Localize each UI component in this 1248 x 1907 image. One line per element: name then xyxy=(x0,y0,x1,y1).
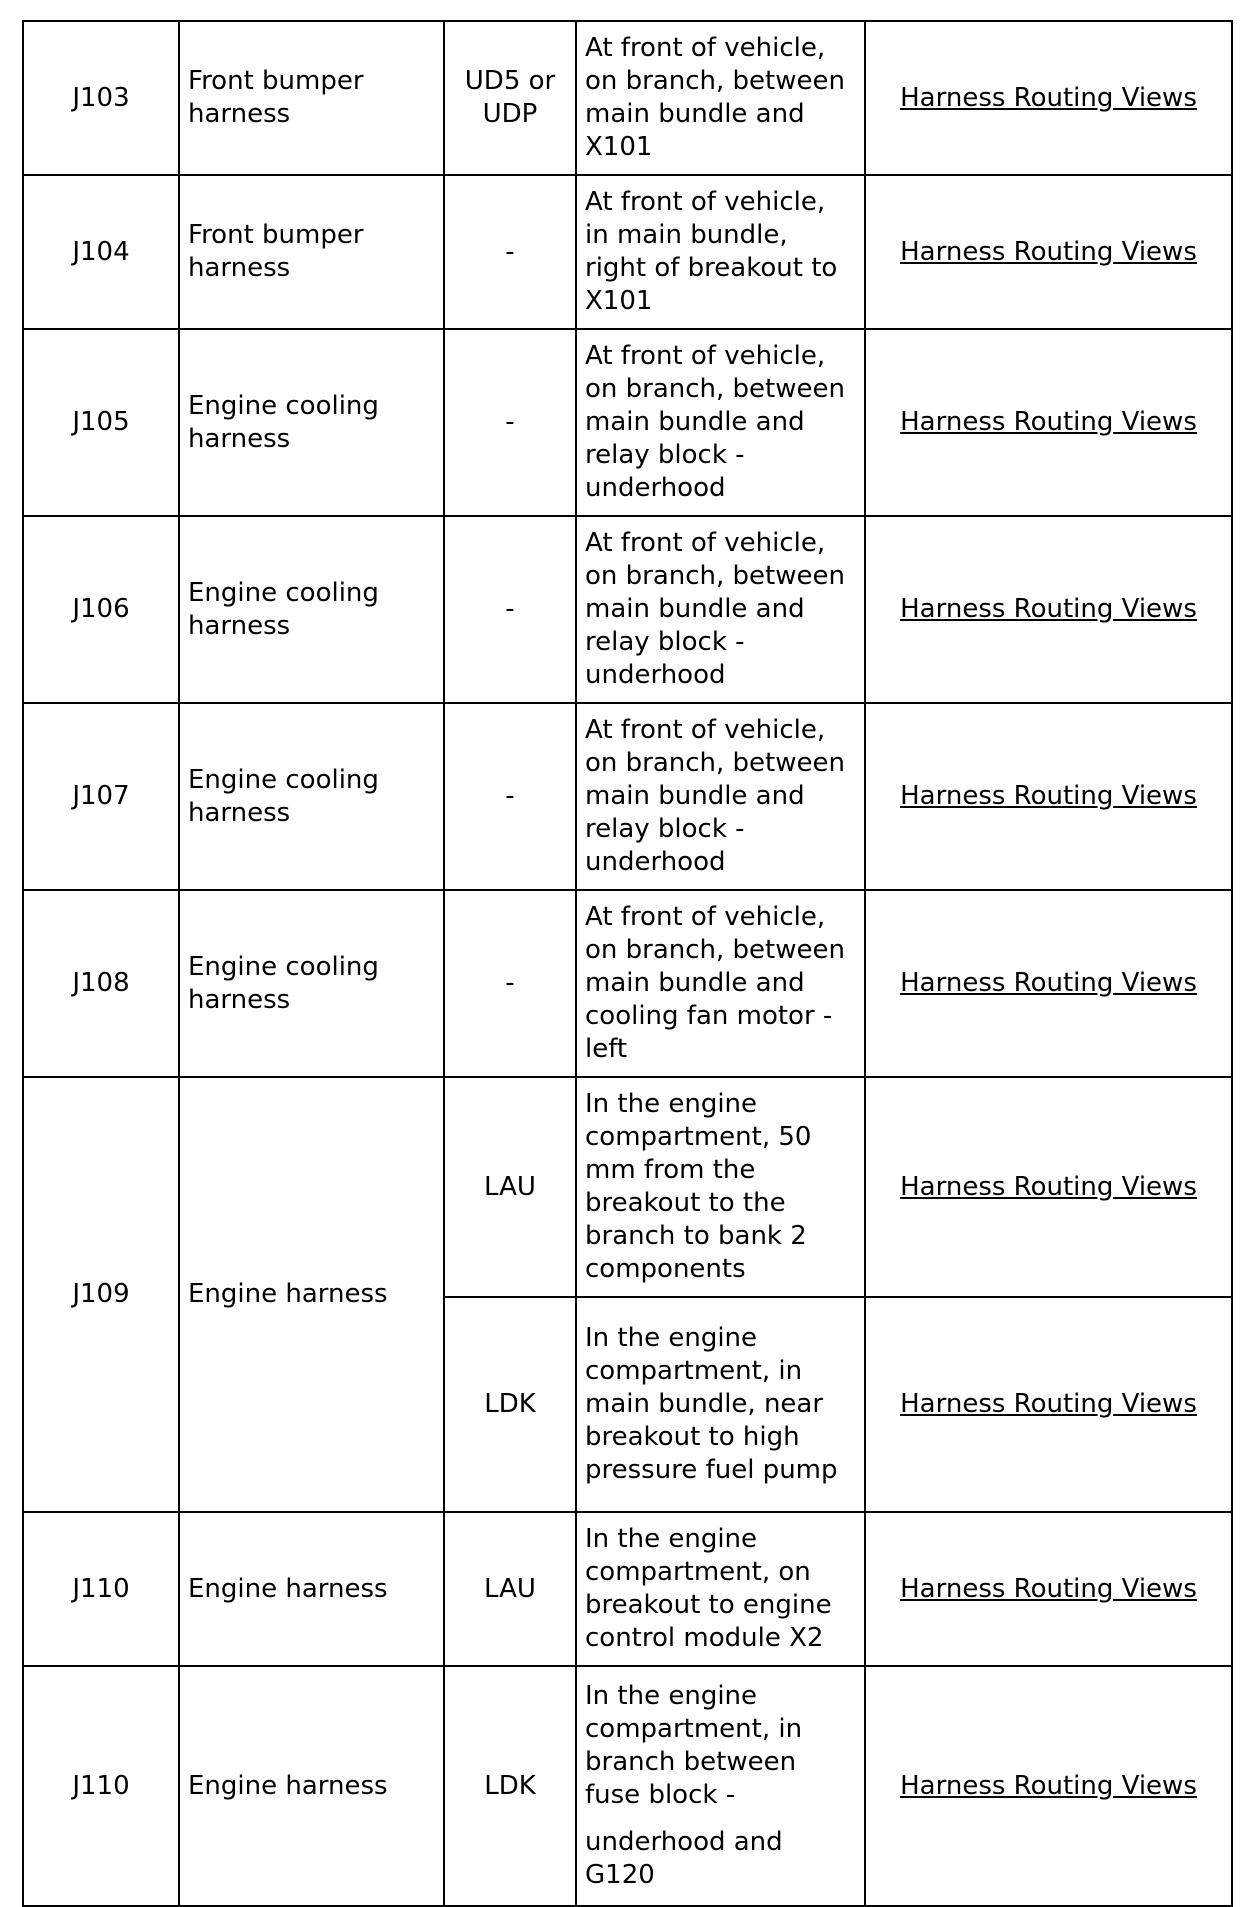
location-cell: At front of vehicle, on branch, between main bundle and relay block - underhood xyxy=(576,329,865,516)
location-cell: At front of vehicle, in main bundle, right of breakout to X101 xyxy=(576,175,865,329)
connector-cell: J106 xyxy=(23,516,179,703)
table-row xyxy=(23,890,1232,1077)
option-cell: UD5 or UDP xyxy=(444,21,576,175)
connector-cell: J107 xyxy=(23,703,179,890)
harness-routing-views-link[interactable]: Harness Routing Views xyxy=(900,407,1197,437)
harness-routing-views-link[interactable]: Harness Routing Views xyxy=(900,968,1197,998)
location-cell: At front of vehicle, on branch, between main bundle and relay block - underhood xyxy=(576,703,865,890)
table-row xyxy=(23,703,1232,890)
harness-cell: Engine cooling harness xyxy=(179,890,444,1077)
link-cell xyxy=(865,516,1232,703)
option-cell: - xyxy=(444,516,576,703)
link-cell xyxy=(865,1077,1232,1297)
line-gap xyxy=(585,1812,856,1826)
harness-routing-views-link[interactable]: Harness Routing Views xyxy=(900,781,1197,811)
connector-cell: J105 xyxy=(23,329,179,516)
connector-cell: J110 xyxy=(23,1666,179,1906)
location-cell: At front of vehicle, on branch, between main bundle and relay block - underhood xyxy=(576,516,865,703)
table-row xyxy=(23,21,1232,175)
location-cell: In the engine compartment, on breakout to engine control module X2 xyxy=(576,1512,865,1666)
harness-routing-views-link[interactable]: Harness Routing Views xyxy=(900,594,1197,624)
option-cell: LDK xyxy=(444,1297,576,1512)
table-row xyxy=(23,329,1232,516)
connector-cell: J109 xyxy=(23,1077,179,1512)
option-cell: LDK xyxy=(444,1666,576,1906)
option-cell: - xyxy=(444,175,576,329)
location-cell: In the engine compartment, 50 mm from the breakout to the branch to bank 2 components xyxy=(576,1077,865,1297)
location-line: In the engine compartment, in branch between fuse block - xyxy=(585,1681,803,1810)
connector-cell: J108 xyxy=(23,890,179,1077)
table-row xyxy=(23,1666,1232,1906)
location-line: underhood and G120 xyxy=(585,1827,783,1890)
harness-routing-views-link[interactable]: Harness Routing Views xyxy=(900,1573,1197,1604)
option-cell: LAU xyxy=(444,1512,576,1666)
option-cell: LAU xyxy=(444,1077,576,1297)
link-cell xyxy=(865,890,1232,1077)
harness-routing-views-link[interactable]: Harness Routing Views xyxy=(900,1171,1197,1202)
link-cell xyxy=(865,1666,1232,1906)
harness-cell: Engine harness xyxy=(179,1077,444,1512)
harness-cell: Engine harness xyxy=(179,1666,444,1906)
location-cell xyxy=(576,1666,865,1906)
link-cell xyxy=(865,1297,1232,1512)
table-row xyxy=(23,175,1232,329)
harness-cell: Front bumper harness xyxy=(179,21,444,175)
option-cell: - xyxy=(444,329,576,516)
location-cell: In the engine compartment, in main bundle, near breakout to high pressure fuel pump xyxy=(576,1297,865,1512)
link-cell xyxy=(865,1512,1232,1666)
location-cell: At front of vehicle, on branch, between main bundle and cooling fan motor - left xyxy=(576,890,865,1077)
harness-routing-views-link[interactable]: Harness Routing Views xyxy=(900,1770,1197,1801)
harness-routing-views-link[interactable]: Harness Routing Views xyxy=(900,1389,1197,1419)
link-cell xyxy=(865,21,1232,175)
option-cell: - xyxy=(444,703,576,890)
link-cell xyxy=(865,175,1232,329)
table-row xyxy=(23,516,1232,703)
location-cell: At front of vehicle, on branch, between main bundle and X101 xyxy=(576,21,865,175)
connector-cell: J103 xyxy=(23,21,179,175)
harness-table xyxy=(22,20,1233,1907)
link-cell xyxy=(865,703,1232,890)
harness-routing-views-link[interactable]: Harness Routing Views xyxy=(900,82,1197,113)
connector-cell: J104 xyxy=(23,175,179,329)
option-cell: - xyxy=(444,890,576,1077)
harness-cell: Engine cooling harness xyxy=(179,329,444,516)
harness-cell: Engine harness xyxy=(179,1512,444,1666)
table-row xyxy=(23,1512,1232,1666)
link-cell xyxy=(865,329,1232,516)
connector-cell: J110 xyxy=(23,1512,179,1666)
table-row xyxy=(23,1077,1232,1297)
harness-cell: Front bumper harness xyxy=(179,175,444,329)
harness-cell: Engine cooling harness xyxy=(179,516,444,703)
harness-cell: Engine cooling harness xyxy=(179,703,444,890)
harness-routing-views-link[interactable]: Harness Routing Views xyxy=(900,236,1197,267)
